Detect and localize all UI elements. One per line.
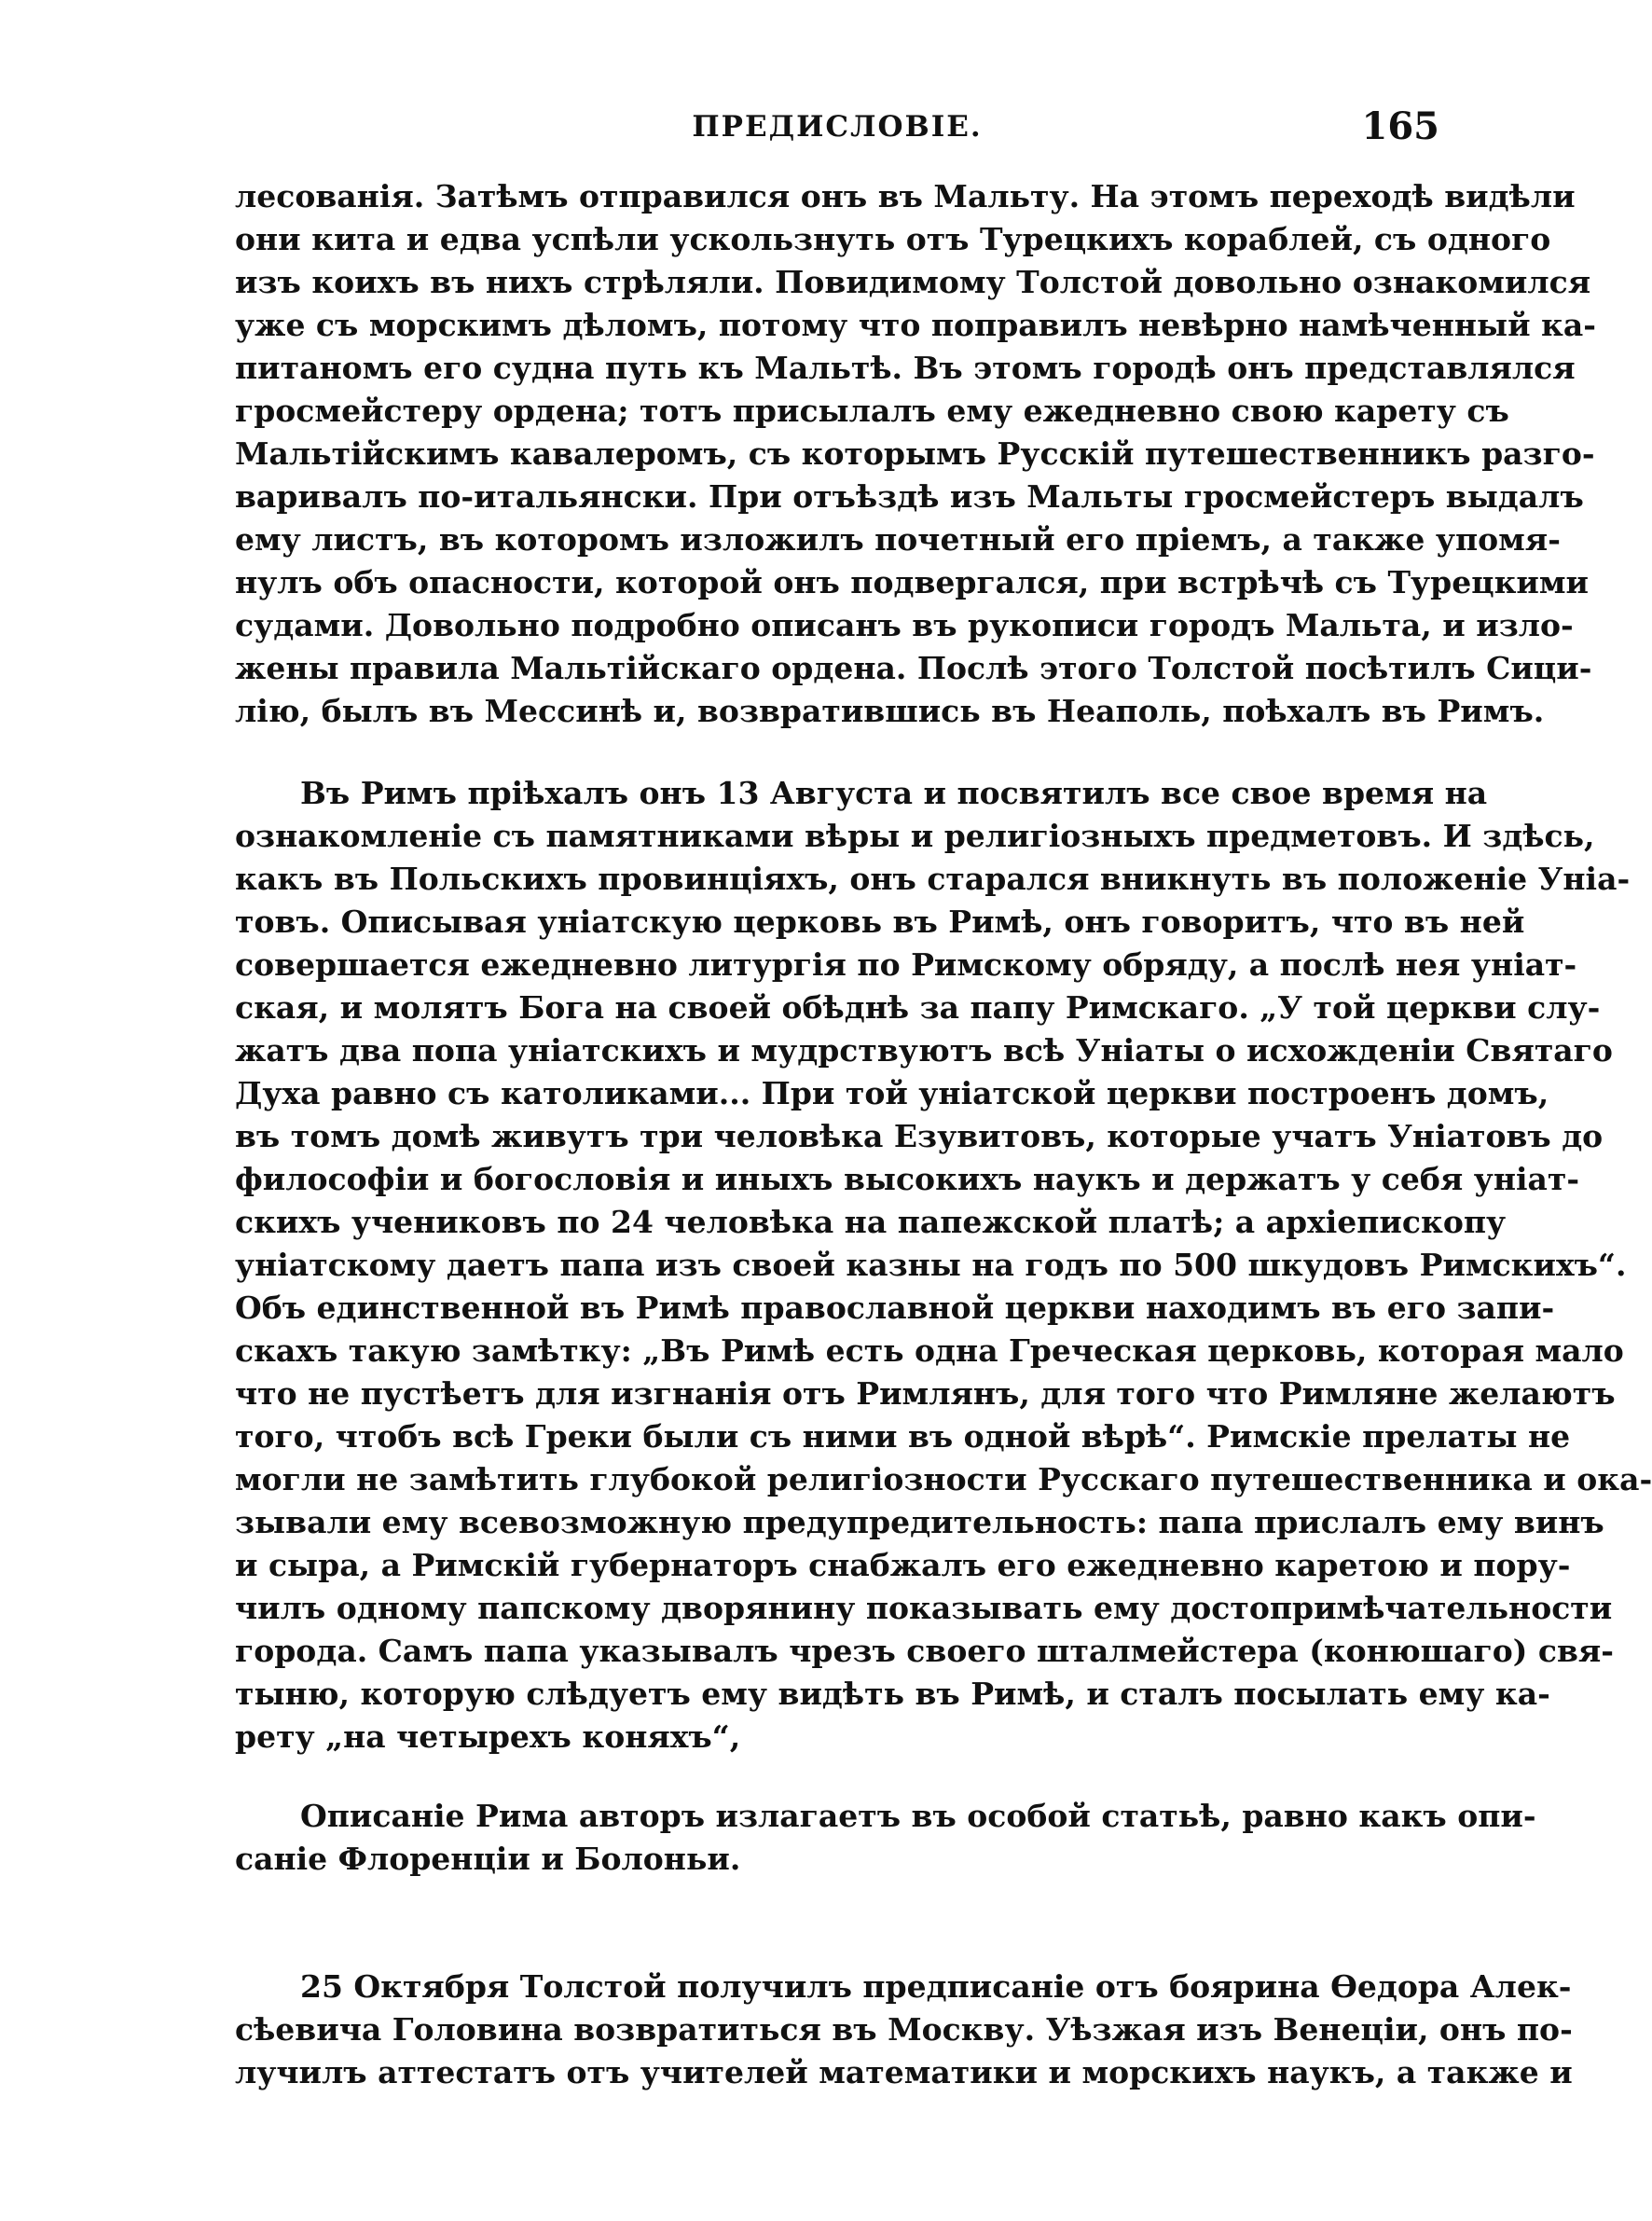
text-line: тыню, которую слѣдуетъ ему видѣть въ Римѣ, и сталъ посылать ему ка- [235,1676,1550,1712]
text-line: лесованія. Затѣмъ отправился онъ въ Мальту. На этомъ переходѣ видѣли [235,178,1576,214]
text-line: судами. Довольно подробно описанъ въ рукописи городъ Мальта, и изло- [235,607,1574,643]
text-line: варивалъ по-итальянски. При отъѣздѣ изъ Мальты гросмейстеръ выдалъ [235,478,1584,515]
text-line: изъ коихъ въ нихъ стрѣляли. Повидимому Толстой довольно ознакомился [235,264,1591,300]
text-line: совершается ежедневно литургія по Римскому обряду, а послѣ нея уніат- [235,946,1577,983]
text-line: ская, и молятъ Бога на своей обѣднѣ за папу Римскаго. „У той церкви слу- [235,989,1601,1026]
paragraph-continuation [235,175,1596,733]
text-line: лію, былъ въ Мессинѣ и, возвратившись въ Неаполь, поѣхалъ въ Римъ. [235,693,1545,729]
text-line: жатъ два попа уніатскихъ и мудрствуютъ всѣ Уніаты о исхожденіи Святаго [235,1032,1613,1069]
text-line: философіи и богословія и иныхъ высокихъ наукъ и держатъ у себя уніат- [235,1161,1580,1197]
text-line: ему листъ, въ которомъ изложилъ почетный его пріемъ, а также упомя- [235,521,1561,558]
page-header [235,104,1439,151]
running-title: ПРЕДИСЛОВІЕ. [692,110,983,144]
text-line: гросмейстеру ордена; тотъ присылалъ ему ежедневно свою карету съ [235,393,1509,429]
text-line: Описаніе Рима авторъ излагаетъ въ особой статьѣ, равно какъ опи- [300,1798,1536,1834]
text-line: рету „на четырехъ коняхъ“, [235,1718,741,1755]
text-line: скахъ такую замѣтку: „Въ Римѣ есть одна Греческая церковь, которая мало [235,1332,1624,1369]
text-line: саніе Флоренціи и Болоньи. [235,1841,741,1877]
text-line: жены правила Мальтійскаго ордена. Послѣ этого Толстой посѣтилъ Сици- [235,650,1592,686]
text-line: Мальтійскимъ кавалеромъ, съ которымъ Русскій путешественникъ разго- [235,435,1595,472]
text-line: Духа равно съ католиками... При той уніатской церкви построенъ домъ, [235,1075,1549,1111]
text-line: зывали ему всевозможную предупредительность: папа прислалъ ему винъ [235,1504,1604,1540]
text-line: товъ. Описывая уніатскую церковь въ Римѣ, онъ говоритъ, что въ ней [235,904,1525,940]
text-line: чилъ одному папскому дворянину показывать ему достопримѣчательности [235,1590,1613,1626]
text-line: и сыра, а Римскій губернаторъ снабжалъ его ежедневно каретою и пору- [235,1547,1571,1583]
text-line: скихъ учениковъ по 24 человѣка на папежской платѣ; а архіепископу [235,1204,1507,1240]
text-line: Въ Римъ пріѣхалъ онъ 13 Августа и посвятилъ все свое время на [300,775,1488,811]
paragraph-october [235,1966,1573,2094]
paragraph-description [235,1795,1536,1881]
text-line: 25 Октября Толстой получилъ предписаніе отъ боярина Ѳедора Алек- [300,1968,1572,2005]
text-line: они кита и едва успѣли ускользнуть отъ Турецкихъ кораблей, съ одного [235,221,1551,257]
text-line: что не пустѣетъ для изгнанія отъ Римлянъ, для того что Римляне желаютъ [235,1375,1616,1412]
text-line: могли не замѣтить глубокой религіозности Русскаго путешественника и ока- [235,1461,1652,1497]
text-line: Объ единственной въ Римѣ православной церкви находимъ въ его запи- [235,1290,1555,1326]
paragraph-rome [235,772,1652,1759]
text-line: того, чтобъ всѣ Греки были съ ними въ одной вѣрѣ“. Римскіе прелаты не [235,1418,1571,1455]
text-line: въ томъ домѣ живутъ три человѣка Езувитовъ, которые учатъ Уніатовъ до [235,1118,1604,1154]
text-line: питаномъ его судна путь къ Мальтѣ. Въ этомъ городѣ онъ представлялся [235,350,1576,386]
text-line: города. Самъ папа указывалъ чрезъ своего шталмейстера (конюшаго) свя- [235,1633,1614,1669]
page-number: 165 [1361,104,1439,148]
text-line: уже съ морскимъ дѣломъ, потому что поправилъ невѣрно намѣченный ка- [235,307,1596,343]
text-line: сѣевича Головина возвратиться въ Москву. Уѣзжая изъ Венеціи, онъ по- [235,2011,1573,2048]
text-line: ознакомленіе съ памятниками вѣры и религіозныхъ предметовъ. И здѣсь, [235,818,1595,854]
text-line: нулъ объ опасности, которой онъ подвергался, при встрѣчѣ съ Турецкими [235,564,1590,600]
text-line: лучилъ аттестатъ отъ учителей математики и морскихъ наукъ, а также и [235,2054,1573,2090]
text-line: какъ въ Польскихъ провинціяхъ, онъ старался вникнуть въ положеніе Уніа- [235,861,1631,897]
text-line: уніатскому даетъ папа изъ своей казны на годъ по 500 шкудовъ Римскихъ“. [235,1247,1627,1283]
